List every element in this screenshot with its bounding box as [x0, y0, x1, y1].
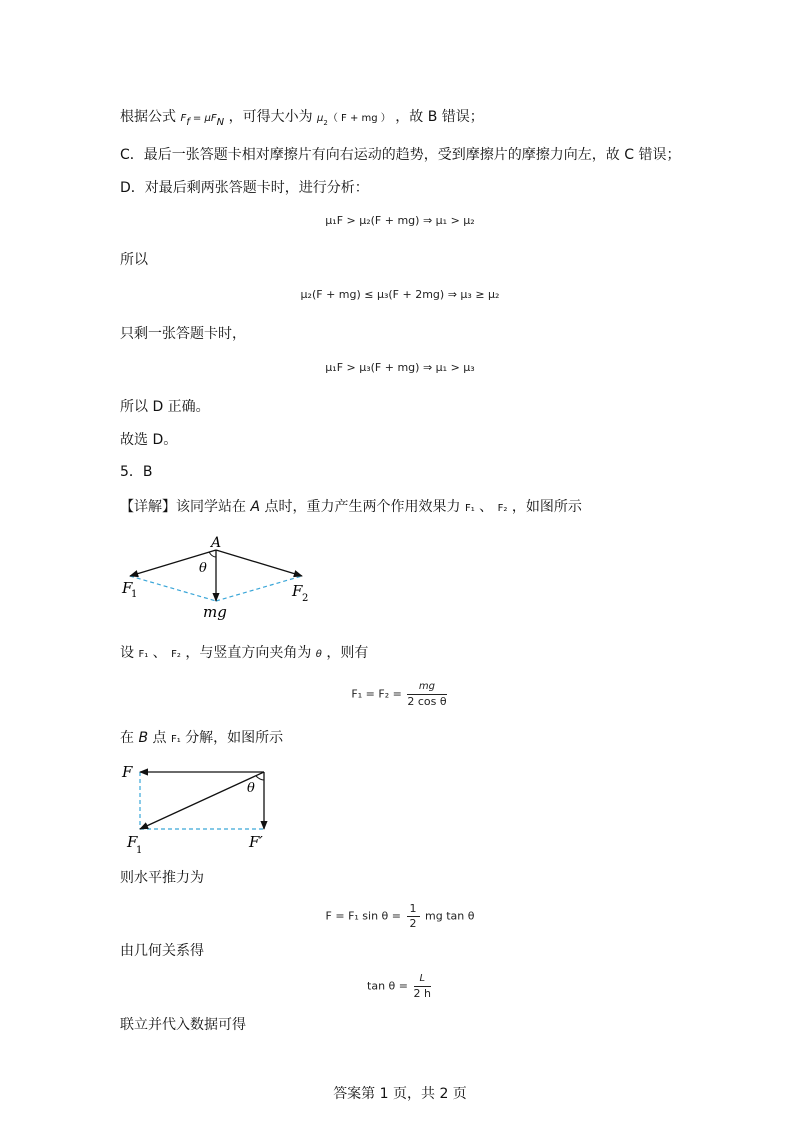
equation-lhs: F = F₁ sin θ =: [325, 909, 402, 923]
text-line-geometry: 由几何关系得: [120, 943, 204, 959]
text-line-d-correct: 所以 D 正确。: [120, 399, 210, 415]
text-line-horizontal-force: 则水平推力为: [120, 870, 204, 886]
numerator: mg: [407, 680, 446, 695]
subscript: N: [216, 116, 225, 128]
symbol-F1: F₁: [464, 503, 475, 514]
text-line-formula: [120, 107, 484, 133]
text-line-detail: [120, 497, 582, 519]
fraction: [414, 972, 431, 1001]
text: 分解，如图所示: [185, 730, 284, 746]
text-line-answer: 故选 D。: [120, 432, 178, 448]
symbol-mu: μ: [317, 113, 324, 124]
fraction: [407, 902, 420, 931]
dashed-line: [130, 576, 216, 601]
label-F: F: [122, 763, 133, 781]
label-F2: F: [292, 582, 303, 600]
separator: 、: [479, 499, 494, 515]
text-line-one-card: 只剩一张答题卡时，: [120, 326, 246, 342]
text-line-d: D．对最后剩两张答题卡时，进行分析：: [120, 180, 369, 196]
text: 【详解】该同学站在: [120, 499, 246, 515]
equation-4: [0, 680, 800, 709]
equation-3: μ₁F > μ₃(F + mg) ⇒ μ₁ > μ₃: [325, 361, 475, 374]
label-theta: θ: [247, 781, 255, 796]
question-number: 5．B: [120, 464, 153, 480]
subscript: f: [186, 116, 190, 128]
equation-2: μ₂(F + mg) ≤ μ₃(F + 2mg) ⇒ μ₃ ≥ μ₂: [300, 288, 500, 301]
fraction: [407, 680, 446, 709]
text-line-set: [120, 643, 368, 665]
angle-arc: [256, 776, 264, 780]
text: 点: [152, 730, 167, 746]
denominator: 2: [409, 917, 417, 930]
label-F1-sub: 1: [136, 845, 143, 856]
text-line-c: C．最后一张答题卡相对摩擦片有向右运动的趋势，受到摩擦片的摩擦力向左，故 C 错误；: [120, 147, 681, 163]
symbol-F: F: [180, 113, 187, 124]
equation-6: [0, 972, 800, 1001]
text: ，故 B 错误；: [395, 109, 484, 125]
symbol-F1: F₁: [170, 734, 181, 745]
text: ，如图所示: [511, 499, 582, 515]
text: 根据公式: [120, 109, 176, 125]
vector-F2: [216, 550, 302, 576]
symbol-F2: F₂: [497, 503, 508, 514]
text-line-at-b: [120, 728, 283, 750]
label-A: A: [211, 535, 222, 551]
equals: =: [189, 113, 205, 124]
equation-lhs: tan θ =: [367, 979, 408, 993]
text: 设: [120, 645, 134, 661]
force-diagram-2: [115, 758, 280, 858]
label-F1-sub: 1: [131, 589, 138, 600]
dashed-line: [216, 576, 302, 601]
point-B: B: [138, 730, 149, 746]
label-F-prime: F′: [249, 833, 263, 851]
text: 点时，重力产生两个作用效果力: [264, 499, 461, 515]
label-theta: θ: [199, 561, 207, 576]
label-F1: F: [122, 579, 133, 597]
label-F2-sub: 2: [302, 593, 309, 604]
text-line-suoyi: 所以: [120, 252, 148, 268]
label-F1: F: [127, 833, 138, 851]
symbol-theta: θ: [315, 649, 322, 660]
denominator: 2 cos θ: [407, 695, 447, 708]
expression: （ F + mg ）: [327, 113, 391, 124]
force-diagram-1: [115, 532, 315, 622]
equation-5: [0, 902, 800, 931]
text: ，与竖直方向夹角为: [185, 645, 312, 661]
text: ，可得大小为: [228, 109, 313, 125]
numerator: L: [414, 972, 431, 987]
vector-F1: [140, 772, 264, 829]
text-line-combine: 联立并代入数据可得: [120, 1017, 246, 1033]
point-A: A: [250, 499, 261, 515]
numerator: 1: [407, 902, 420, 917]
angle-arc: [209, 552, 216, 557]
symbol-F1: F₁: [138, 649, 149, 660]
text: 在: [120, 730, 134, 746]
separator: 、: [152, 645, 167, 661]
equation-rhs: mg tan θ: [425, 909, 475, 923]
page-footer: 答案第 1 页，共 2 页: [333, 1086, 467, 1102]
text: ，则有: [326, 645, 369, 661]
symbol-mu: μ: [204, 113, 211, 124]
equation-1: μ₁F > μ₂(F + mg) ⇒ μ₁ > μ₂: [325, 214, 475, 227]
symbol-F: F: [210, 113, 217, 124]
denominator: 2 h: [413, 987, 431, 1000]
subscript: 2: [323, 118, 328, 127]
label-mg: mg: [203, 603, 227, 621]
equation-lhs: F₁ = F₂ =: [351, 687, 402, 701]
symbol-F2: F₂: [171, 649, 181, 660]
